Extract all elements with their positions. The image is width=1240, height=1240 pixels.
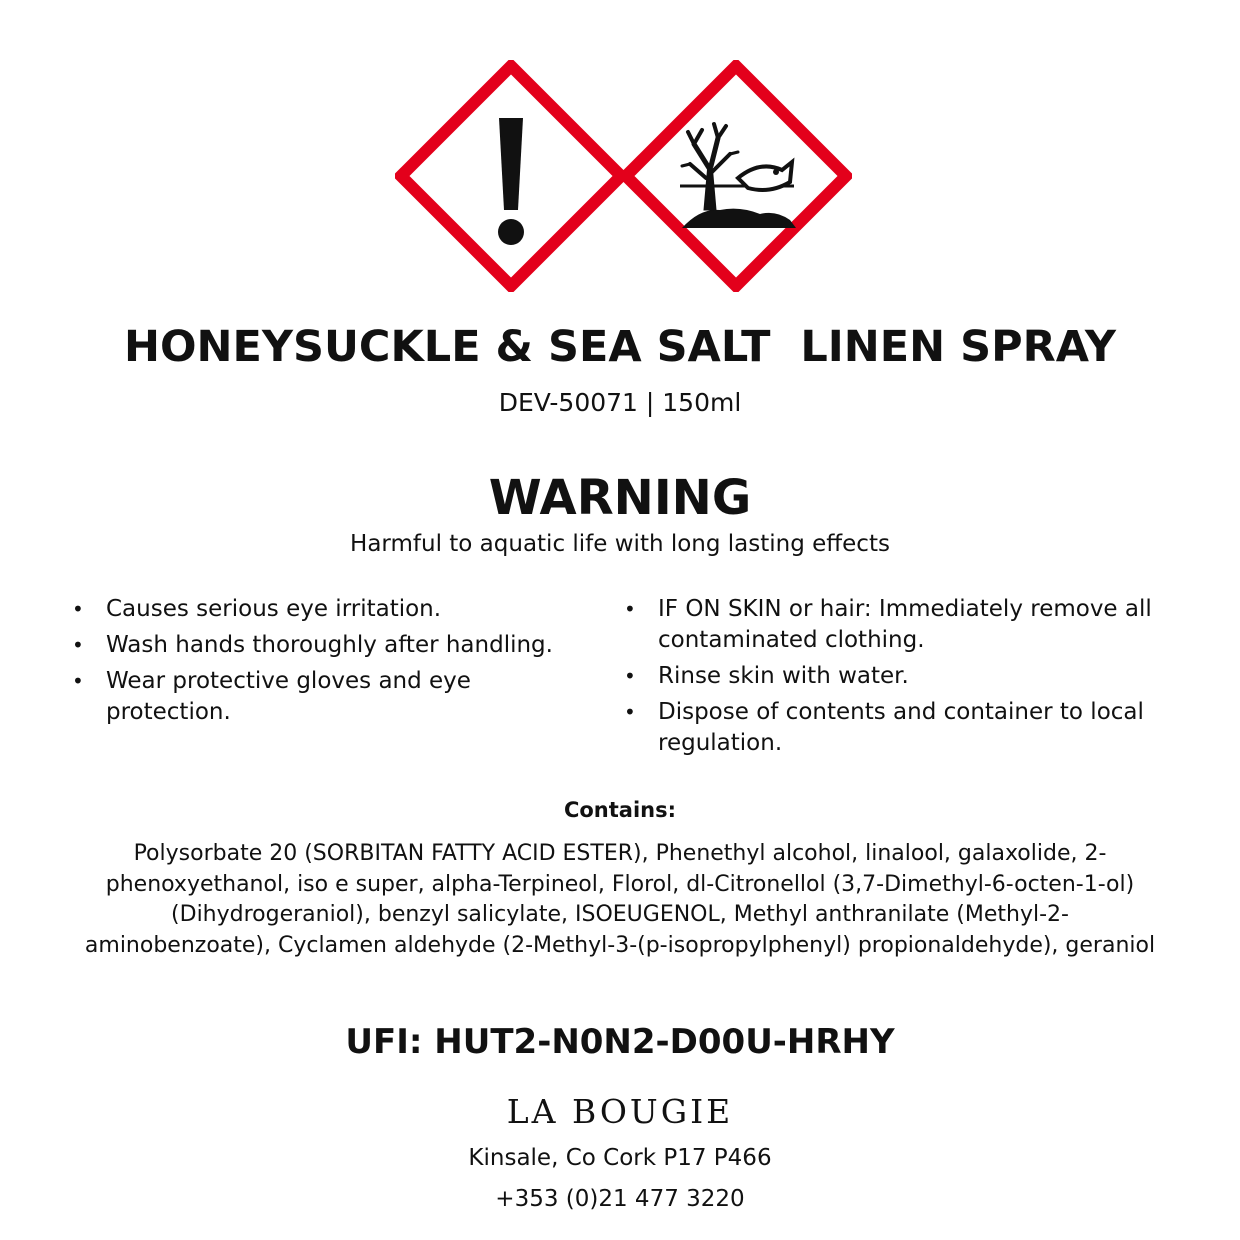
product-code-size: DEV-50071 | 150ml	[498, 388, 742, 417]
list-item: • Rinse skin with water.	[624, 661, 1184, 692]
exclamation-mark-icon	[395, 60, 627, 292]
hazard-statement: Harmful to aquatic life with long lasting effects	[350, 531, 890, 557]
precautions-left-list	[72, 594, 602, 733]
list-item: • IF ON SKIN or hair: Immediately remove all contaminated clothing.	[624, 596, 1152, 653]
company-phone: +353 (0)21 477 3220	[495, 1186, 745, 1212]
bullet-icon: •	[72, 633, 84, 657]
company-address: Kinsale, Co Cork P17 P466	[468, 1145, 772, 1171]
list-item: • Dispose of contents and container to local regulation.	[624, 699, 1144, 756]
bullet-icon: •	[624, 664, 636, 688]
hazard-pictograms	[0, 60, 1240, 292]
precautions-right-list	[624, 594, 1184, 764]
list-item: • Wear protective gloves and eye protection.	[72, 668, 471, 725]
bullet-icon: •	[72, 597, 84, 621]
environment-hazard-icon	[620, 60, 852, 292]
ufi-code: UFI: HUT2-N0N2-D00U-HRHY	[345, 1022, 895, 1062]
ingredients-text: Polysorbate 20 (SORBITAN FATTY ACID ESTER), Phenethyl alcohol, linalool, galaxolide, 2-phenoxyethanol, iso e super, alpha-Terpineol, Florol, dl-Citronellol (3,7-Dimethyl-6-octen-1-ol) (Dihydrogeraniol), benzyl salicylate, ISOEUGENOL, Methyl anthranilate (Methyl-2-aminobenzoate), Cyclamen aldehyde (2-Methyl-3-(p-isopropylphenyl) propionaldehyde), geraniol	[84, 841, 1156, 958]
list-item: • Causes serious eye irritation.	[72, 594, 602, 625]
list-item: • Wash hands thoroughly after handling.	[72, 630, 602, 661]
bullet-icon: •	[72, 669, 84, 693]
bullet-icon: •	[624, 597, 636, 621]
product-title: HONEYSUCKLE & SEA SALT LINEN SPRAY	[123, 322, 1117, 372]
contains-label: Contains:	[563, 798, 677, 822]
bullet-icon: •	[624, 700, 636, 724]
signal-word: WARNING	[488, 470, 752, 526]
brand-name: LA BOUGIE	[506, 1092, 734, 1131]
